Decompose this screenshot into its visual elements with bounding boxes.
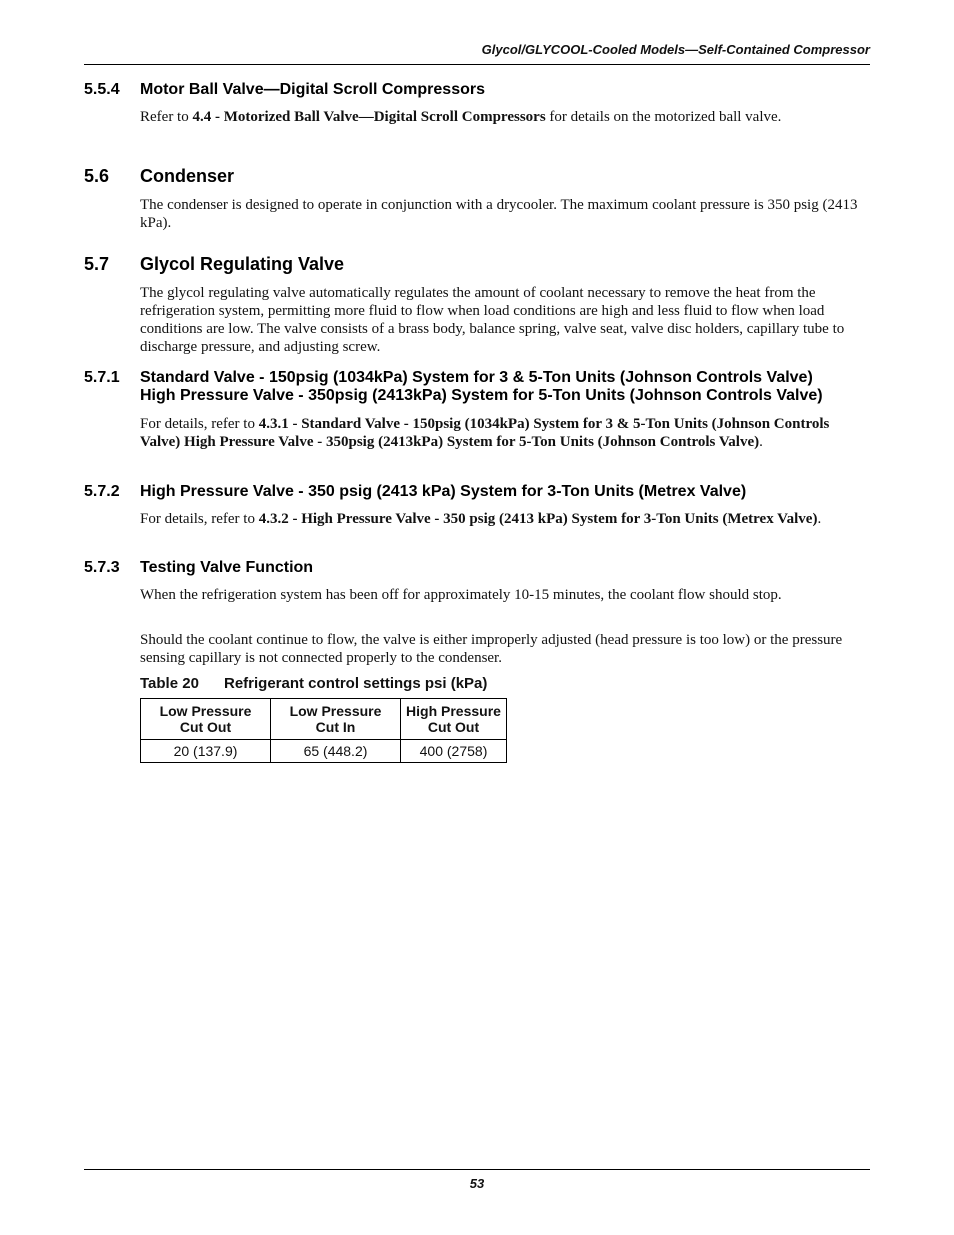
cross-reference: 4.3.2 - High Pressure Valve - 350 psig (2413 kPa) System for 3-Ton Units (Metrex Valve)	[258, 511, 818, 527]
paragraph-5-7-3-b: Should the coolant continue to flow, the valve is either improperly adjusted (head pressure is too low) or the pressure sensing capillary is not connected properly to the condenser.	[140, 632, 843, 666]
section-number: 5.7.2	[84, 483, 120, 500]
section-title: High Pressure Valve - 350 psig (2413 kPa) System for 3-Ton Units (Metrex Valve)	[140, 483, 747, 500]
column-header: High Pressure Cut Out	[401, 699, 507, 740]
section-heading-5-5-4	[84, 81, 884, 99]
paragraph-5-7-2: For details, refer to 4.3.2 - High Pressure Valve - 350 psig (2413 kPa) System for 3-Ton Units (Metrex Valve).	[140, 511, 822, 527]
section-number: 5.6	[84, 166, 110, 186]
refrigerant-settings-table	[140, 698, 507, 763]
section-number: 5.7.3	[84, 559, 120, 576]
table-title: Refrigerant control settings psi (kPa)	[224, 675, 488, 692]
header-rule	[84, 64, 870, 65]
paragraph-5-7: The glycol regulating valve automatically regulates the amount of coolant necessary to remove the heat from the refrigeration system, permitting more fluid to flow when load conditions are high and less fluid to flow when load conditions are low. The valve consists of a brass body, balance spring, valve seat, valve disc holders, capillary tube to discharge pressure, and adjusting screw.	[140, 285, 845, 355]
section-heading-5-7	[84, 254, 884, 274]
section-title: Glycol Regulating Valve	[140, 254, 345, 274]
section-number: 5.7.1	[84, 369, 120, 386]
cross-reference: 4.4 - Motorized Ball Valve—Digital Scroll Compressors	[192, 109, 546, 125]
table-cell: 20 (137.9)	[141, 740, 271, 763]
section-heading-5-7-1	[84, 369, 884, 405]
table-label: Table 20	[140, 675, 199, 692]
paragraph-5-5-4: Refer to 4.4 - Motorized Ball Valve—Digital Scroll Compressors for details on the motorized ball valve.	[140, 109, 782, 125]
section-heading-5-6	[84, 166, 884, 186]
table-cell: 400 (2758)	[401, 740, 507, 763]
section-title-line-1: Standard Valve - 150psig (1034kPa) System for 3 & 5-Ton Units (Johnson Controls Valve)	[140, 369, 813, 386]
section-heading-5-7-3	[84, 559, 884, 577]
section-title-line-2: High Pressure Valve - 350psig (2413kPa) System for 5-Ton Units (Johnson Controls Valve)	[140, 387, 823, 404]
cross-reference: 4.3.1 - Standard Valve - 150psig (1034kPa) System for 3 & 5-Ton Units (Johnson Controls Valve) High Pressure Valve - 350psig (2413kPa) System for 5-Ton Units (Johnson Controls Valve)	[140, 416, 830, 450]
column-header: Low Pressure Cut Out	[141, 699, 271, 740]
section-heading-5-7-2	[84, 483, 884, 501]
table-row	[141, 740, 507, 763]
paragraph-5-7-3-a: When the refrigeration system has been off for approximately 10-15 minutes, the coolant flow should stop.	[140, 587, 782, 603]
footer-rule	[84, 1169, 870, 1170]
column-header: Low Pressure Cut In	[271, 699, 401, 740]
paragraph-5-6: The condenser is designed to operate in conjunction with a drycooler. The maximum coolant pressure is 350 psig (2413 kPa).	[140, 197, 858, 231]
section-title: Condenser	[140, 166, 235, 186]
table-header-row	[141, 699, 507, 740]
section-number: 5.5.4	[84, 81, 120, 98]
table-cell: 65 (448.2)	[271, 740, 401, 763]
page-number: 53	[469, 1176, 485, 1191]
section-number: 5.7	[84, 254, 110, 274]
paragraph-5-7-1: For details, refer to 4.3.1 - Standard Valve - 150psig (1034kPa) System for 3 & 5-Ton Units (Johnson Controls Valve) High Pressure Valve - 350psig (2413kPa) System for 5-Ton Units (Johnson Controls Valve).	[140, 416, 830, 450]
table-caption	[140, 675, 487, 692]
section-title: Motor Ball Valve—Digital Scroll Compressors	[140, 81, 485, 98]
running-header: Glycol/GLYCOOL-Cooled Models—Self-Contained Compressor	[481, 42, 870, 57]
section-title: Testing Valve Function	[140, 559, 314, 576]
